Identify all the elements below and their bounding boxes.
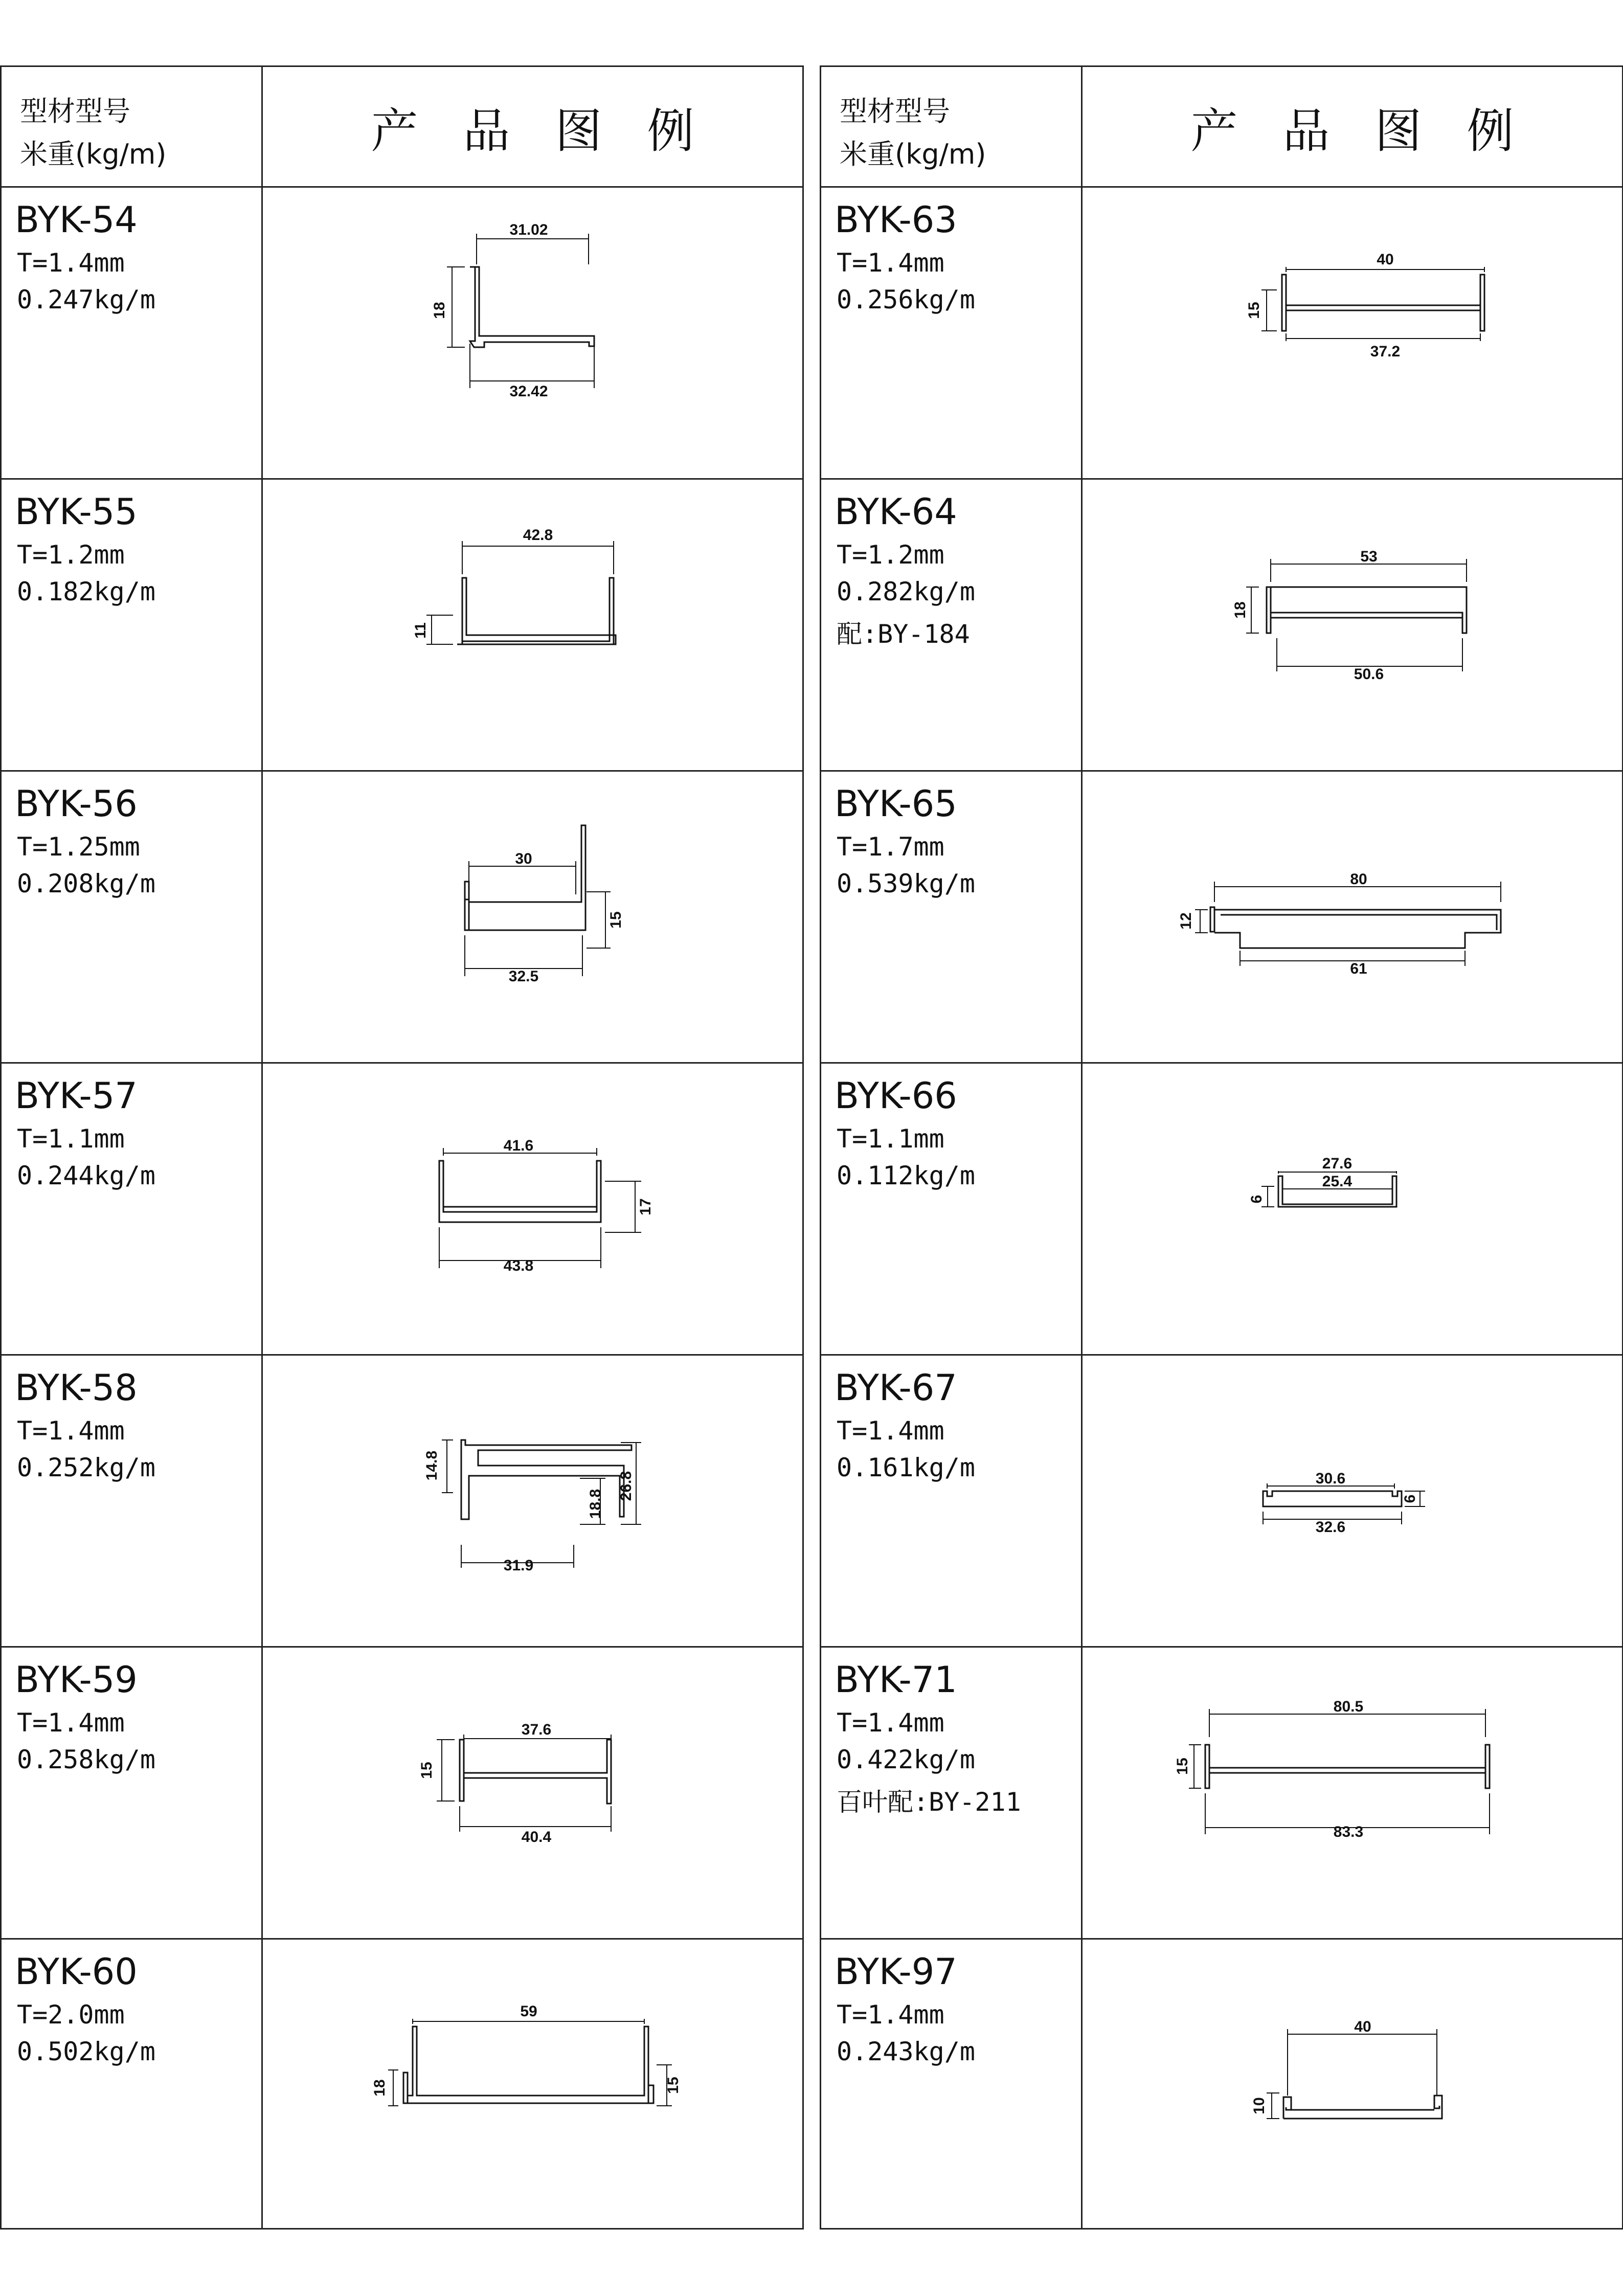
product-thickness: T=1.4mm [837, 2000, 944, 2030]
product-thickness: T=1.4mm [837, 1416, 944, 1446]
dim-label: 18.8 [587, 1489, 604, 1519]
header-illustration-label: 产品图例 [1190, 104, 1559, 159]
dim-label: 12 [1178, 912, 1194, 930]
product-drawing [1083, 772, 1622, 1062]
product-weight: 0.244kg/m [17, 1161, 155, 1190]
product-weight: 0.243kg/m [837, 2037, 975, 2066]
product-row [2, 772, 802, 1064]
product-row [2, 1064, 802, 1356]
product-code: BYK-56 [15, 783, 138, 825]
dim-label: 14.8 [423, 1450, 440, 1481]
dim-label: 15 [607, 911, 624, 929]
dim-label: 59 [520, 2003, 537, 2020]
dim-label: 31.9 [503, 1557, 534, 1574]
product-weight: 0.247kg/m [17, 285, 155, 314]
dim-label: 10 [1251, 2097, 1268, 2114]
dim-label: 37.2 [1370, 343, 1401, 360]
product-code: BYK-60 [15, 1951, 138, 1993]
dim-label: 61 [1350, 960, 1367, 977]
product-thickness: T=1.7mm [837, 832, 944, 862]
product-code: BYK-54 [15, 199, 138, 241]
product-drawing [1083, 480, 1622, 770]
product-code: BYK-57 [15, 1075, 138, 1117]
header-model-label: 型材型号 [20, 95, 130, 127]
product-thickness: T=1.1mm [837, 1124, 944, 1154]
dim-label: 43.8 [503, 1257, 534, 1274]
product-thickness: T=1.1mm [17, 1124, 125, 1154]
product-code: BYK-97 [835, 1951, 957, 1993]
product-weight: 0.422kg/m [837, 1745, 975, 1774]
product-row [821, 188, 1622, 480]
product-accessory: 配:BY-184 [837, 619, 970, 649]
product-row [2, 1648, 802, 1940]
product-thickness: T=1.4mm [17, 248, 125, 278]
dim-label: 15 [418, 1762, 435, 1779]
product-drawing [263, 188, 802, 478]
dim-label: 32.6 [1315, 1519, 1346, 1536]
product-thickness: T=1.4mm [17, 1708, 125, 1738]
header-illustration-label: 产品图例 [371, 104, 739, 159]
dim-label: 83.3 [1333, 1824, 1364, 1840]
dim-label: 15 [1246, 302, 1263, 319]
table-header [2, 67, 802, 188]
product-drawing [263, 480, 802, 770]
dim-label: 30 [515, 850, 532, 867]
product-code: BYK-59 [15, 1659, 138, 1701]
product-row [2, 1940, 802, 2232]
dim-label: 31.02 [509, 221, 548, 238]
dim-label: 6 [1402, 1494, 1418, 1503]
product-drawing [1083, 188, 1622, 478]
dim-label: 32.5 [508, 968, 539, 985]
dim-label: 25.4 [1322, 1173, 1352, 1190]
product-weight: 0.208kg/m [17, 869, 155, 898]
dim-label: 30.6 [1315, 1470, 1346, 1487]
product-drawing [1083, 1356, 1622, 1646]
product-code: BYK-66 [835, 1075, 957, 1117]
product-row [821, 480, 1622, 772]
product-code: BYK-65 [835, 783, 957, 825]
dim-label: 18 [431, 302, 448, 319]
product-accessory: 百叶配:BY-211 [837, 1787, 1021, 1817]
product-row [821, 1940, 1622, 2232]
dim-label: 27.6 [1322, 1155, 1352, 1172]
dim-label: 40 [1377, 251, 1394, 268]
product-row [821, 1356, 1622, 1648]
header-weight-label: 米重(kg/m) [20, 138, 167, 170]
product-weight: 0.252kg/m [17, 1453, 155, 1482]
dim-label: 40.4 [521, 1829, 552, 1845]
product-thickness: T=1.2mm [837, 540, 944, 570]
product-drawing [263, 1940, 802, 2230]
product-weight: 0.256kg/m [837, 285, 975, 314]
dim-label: 6 [1248, 1195, 1265, 1204]
dim-label: 42.8 [523, 527, 553, 544]
dim-label: 32.42 [509, 383, 548, 400]
product-row [821, 1064, 1622, 1356]
dim-label: 50.6 [1354, 666, 1384, 683]
dim-label: 80.5 [1333, 1698, 1364, 1715]
product-drawing [263, 1648, 802, 1938]
table-header [821, 67, 1622, 188]
product-drawing [263, 772, 802, 1062]
product-weight: 0.539kg/m [837, 869, 975, 898]
product-code: BYK-64 [835, 491, 957, 533]
product-weight: 0.182kg/m [17, 577, 155, 606]
dim-label: 40 [1354, 2018, 1371, 2035]
product-weight: 0.502kg/m [17, 2037, 155, 2066]
product-drawing [263, 1064, 802, 1354]
product-thickness: T=1.25mm [17, 832, 140, 862]
product-thickness: T=1.2mm [17, 540, 125, 570]
dim-label: 37.6 [521, 1721, 552, 1738]
product-drawing [1083, 1940, 1622, 2230]
product-thickness: T=2.0mm [17, 2000, 125, 2030]
product-thickness: T=1.4mm [837, 1708, 944, 1738]
product-table-left [0, 65, 804, 2230]
dim-label: 15 [665, 2077, 682, 2094]
product-weight: 0.161kg/m [837, 1453, 975, 1482]
dim-label: 11 [412, 622, 429, 639]
product-row [821, 1648, 1622, 1940]
dim-label: 17 [637, 1198, 654, 1215]
dim-label: 53 [1360, 548, 1378, 565]
product-thickness: T=1.4mm [837, 248, 944, 278]
dim-label: 41.6 [503, 1137, 534, 1154]
product-code: BYK-55 [15, 491, 138, 533]
product-code: BYK-67 [835, 1367, 957, 1409]
header-model-label: 型材型号 [840, 95, 950, 127]
product-thickness: T=1.4mm [17, 1416, 125, 1446]
dim-label: 18 [1232, 601, 1249, 619]
product-row [2, 188, 802, 480]
product-code: BYK-63 [835, 199, 957, 241]
product-row [2, 480, 802, 772]
product-code: BYK-58 [15, 1367, 138, 1409]
dim-label: 15 [1174, 1758, 1191, 1775]
product-row [2, 1356, 802, 1648]
product-drawing [263, 1356, 802, 1646]
product-drawing [1083, 1648, 1622, 1938]
dim-label: 18 [371, 2079, 388, 2097]
product-drawing [1083, 1064, 1622, 1354]
header-weight-label: 米重(kg/m) [840, 138, 986, 170]
product-table-right [820, 65, 1623, 2230]
product-row [821, 772, 1622, 1064]
product-weight: 0.282kg/m [837, 577, 975, 606]
product-code: BYK-71 [835, 1659, 957, 1701]
dim-label: 26.8 [618, 1471, 635, 1501]
product-weight: 0.258kg/m [17, 1745, 155, 1774]
dim-label: 80 [1350, 871, 1367, 888]
product-weight: 0.112kg/m [837, 1161, 975, 1190]
